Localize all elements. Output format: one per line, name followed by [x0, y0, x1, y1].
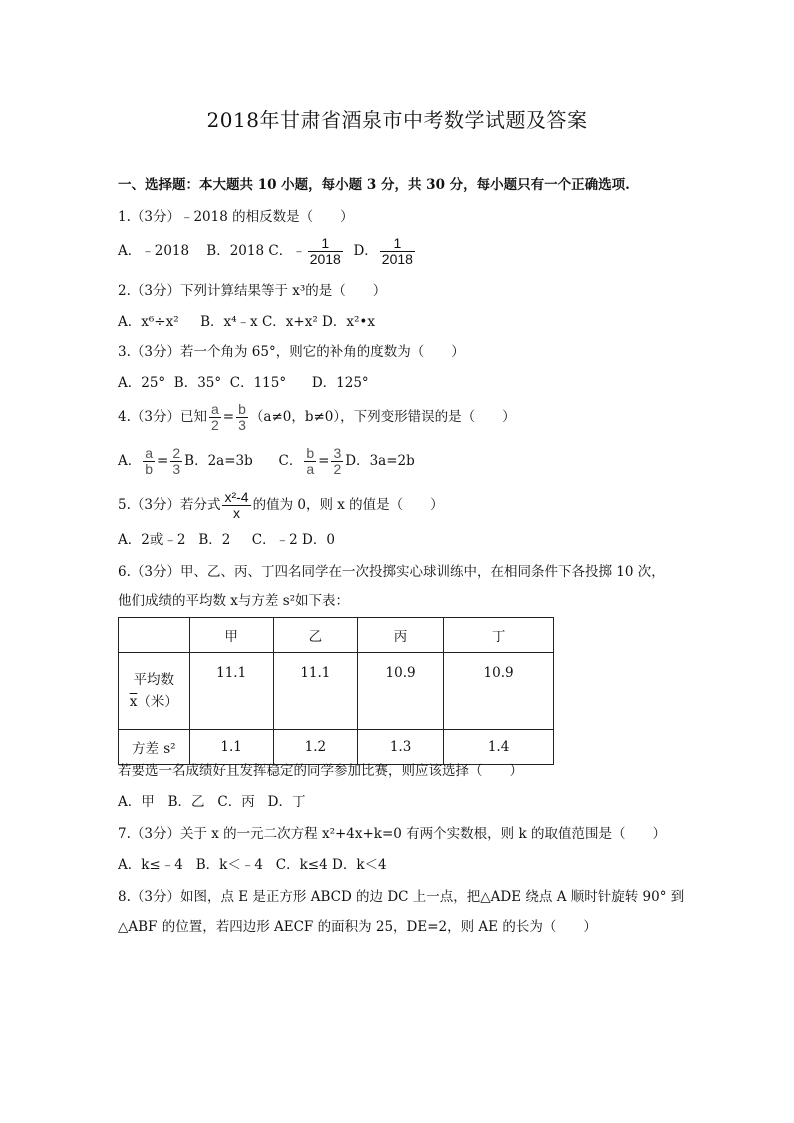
question-2-stem: 2.（3分）下列计算结果等于 x³的是（ ）: [118, 283, 387, 299]
fraction-denominator: 2018: [381, 251, 413, 267]
q4-stem-suffix: （a≠0，b≠0），下列变形错误的是（ ）: [249, 409, 516, 425]
average-label: 平均数: [133, 672, 175, 688]
q2-option-a: A．x⁶÷x²: [118, 314, 179, 330]
section-heading: 一、选择题：本大题共 10 小题，每小题 3 分，共 30 分，每小题只有一个正确选项.: [118, 177, 630, 193]
q4-option-a-label: A．: [118, 453, 142, 469]
q7-option-d: D．k＜4: [332, 857, 387, 873]
q5-stem-suffix: 的值为 0，则 x 的值是（ ）: [252, 497, 444, 513]
question-6-options: [118, 793, 305, 811]
q6-option-a: A．甲: [118, 794, 155, 810]
q6-option-c: C．丙: [217, 794, 255, 810]
unit-text: （米）: [137, 694, 178, 710]
question-1-stem: 1.（3分）﹣2018 的相反数是（ ）: [118, 209, 354, 225]
q4-option-c-fraction-right: [331, 446, 343, 477]
fraction-denominator: x: [222, 505, 250, 521]
q5-option-d: D．0: [302, 532, 335, 548]
q5-option-c: C．﹣2: [251, 532, 298, 548]
average-unit-label: [119, 691, 189, 713]
q1-option-a: A．﹣2018: [118, 243, 190, 259]
question-6-stem-line2: 他们成绩的平均数 x与方差 s²如下表：: [118, 593, 350, 609]
fraction-numerator: a: [210, 401, 219, 417]
q4-option-a-fraction-left: [143, 446, 155, 477]
table-cell: 1.2: [273, 730, 357, 765]
question-2-options: [118, 313, 375, 331]
q4-fraction-a-over-2: [209, 402, 221, 433]
q4-stem-prefix: 4.（3分）已知: [118, 409, 207, 425]
table-header-row: [119, 618, 554, 653]
q1-option-d: [353, 236, 416, 267]
q5-fraction: [222, 490, 250, 521]
question-6-stem-line1: 6.（3分）甲、乙、丙、丁四名同学在一次投掷实心球训练中，在相同条件下各投掷 10 次，: [118, 564, 665, 580]
q4-equals: =: [222, 409, 235, 425]
question-7-options: [118, 856, 387, 874]
q3-option-a: A．25°: [118, 375, 166, 391]
question-5-stem: [118, 490, 444, 521]
q2-option-c: C．x+x²: [261, 314, 318, 330]
q1-option-d-label: D．: [353, 243, 378, 259]
fraction-numerator: b: [238, 401, 246, 417]
question-5-options: [118, 531, 335, 549]
table-header-cell: 乙: [273, 618, 357, 653]
q3-option-b: B．35°: [173, 375, 222, 391]
q5-option-b: B．2: [198, 532, 231, 548]
q2-option-b: B．x⁴﹣x: [200, 314, 258, 330]
scores-table: [118, 617, 554, 765]
fraction-denominator: 3: [172, 461, 181, 477]
q4-fraction-b-over-3: [236, 402, 248, 433]
q4-option-a: [118, 446, 184, 477]
q4-option-a-equals: =: [157, 453, 169, 469]
table-row: [119, 730, 554, 765]
table-header-cell: 甲: [189, 618, 273, 653]
fraction-denominator: b: [145, 461, 154, 477]
fraction-numerator: a: [145, 445, 154, 461]
q1-option-b: B．2018: [206, 243, 265, 259]
table-cell: 1.4: [444, 730, 554, 765]
fraction-numerator: b: [306, 445, 315, 461]
q4-option-d: D．3a=2b: [345, 453, 415, 469]
fraction-numerator: 1: [393, 235, 402, 251]
table-cell: 1.3: [357, 730, 443, 765]
q4-option-c-equals: =: [318, 453, 330, 469]
table-cell: 1.1: [189, 730, 273, 765]
q4-option-c: [279, 446, 346, 477]
question-7-stem: 7.（3分）关于 x 的一元二次方程 x²+4x+k=0 有两个实数根，则 k 的取值范围是（ ）: [118, 826, 666, 842]
table-cell: 11.1: [273, 653, 357, 730]
q7-option-a: A．k≤﹣4: [118, 857, 183, 873]
q5-stem-prefix: 5.（3分）若分式: [118, 497, 221, 513]
table-header-cell: [119, 618, 190, 653]
table-header-cell: 丁: [444, 618, 554, 653]
table-cell: 10.9: [357, 653, 443, 730]
fraction-denominator: 3: [238, 417, 246, 433]
fraction-denominator: 2: [210, 417, 219, 433]
q6-option-d: D．丁: [267, 794, 306, 810]
q7-option-c: C．k≤4: [275, 857, 328, 873]
fraction-numerator: 3: [333, 445, 342, 461]
q1-option-c-label: C．﹣: [268, 243, 306, 259]
question-4-options: [118, 446, 415, 477]
q2-option-d: D．x²•x: [322, 314, 375, 330]
fraction-numerator: 1: [321, 235, 330, 251]
page-title: 2018年甘肃省酒泉市中考数学试题及答案: [206, 108, 588, 132]
table-row: [119, 653, 554, 730]
table-row-label: 方差 s²: [119, 730, 190, 765]
table-header-cell: 丙: [357, 618, 443, 653]
fraction-numerator: 2: [172, 445, 181, 461]
table-cell: 10.9: [444, 653, 554, 730]
question-8-stem-line2: △ABF 的位置，若四边形 AECF 的面积为 25，DE=2，则 AE 的长为（ ）: [118, 919, 597, 935]
question-6-prompt: 若要选一名成绩好且发挥稳定的同学参加比赛，则应该选择（ ）: [118, 763, 523, 779]
fraction-denominator: 2018: [309, 251, 341, 267]
q4-option-c-fraction-left: [304, 446, 316, 477]
question-3-options: [118, 374, 369, 392]
q6-option-b: B．乙: [167, 794, 205, 810]
q3-option-c: C．115°: [229, 375, 287, 391]
q1-option-d-fraction: [380, 236, 415, 267]
table-row-label: [119, 653, 190, 730]
fraction-numerator: x²-4: [224, 489, 249, 505]
fraction-denominator: 2: [333, 461, 342, 477]
question-4-stem: [118, 402, 516, 433]
q5-option-a: A．2或﹣2: [118, 532, 186, 548]
fraction-denominator: a: [306, 461, 315, 477]
q4-option-b: B．2a=3b: [184, 453, 253, 469]
question-3-stem: 3.（3分）若一个角为 65°，则它的补角的度数为（ ）: [118, 344, 465, 360]
q3-option-d: D．125°: [311, 375, 369, 391]
x-bar-symbol: $\overline{x}$: [129, 694, 138, 710]
q4-option-a-fraction-right: [170, 446, 182, 477]
q1-option-c-fraction: [308, 236, 343, 267]
q1-option-c: [268, 236, 345, 267]
question-1-options: [118, 236, 417, 267]
question-8-stem-line1: 8.（3分）如图，点 E 是正方形 ABCD 的边 DC 上一点，把△ADE 绕点 A 顺时针旋转 90° 到: [118, 889, 685, 905]
table-cell: 11.1: [189, 653, 273, 730]
q4-option-c-label: C．: [278, 453, 303, 469]
q7-option-b: B．k＜﹣4: [195, 857, 263, 873]
